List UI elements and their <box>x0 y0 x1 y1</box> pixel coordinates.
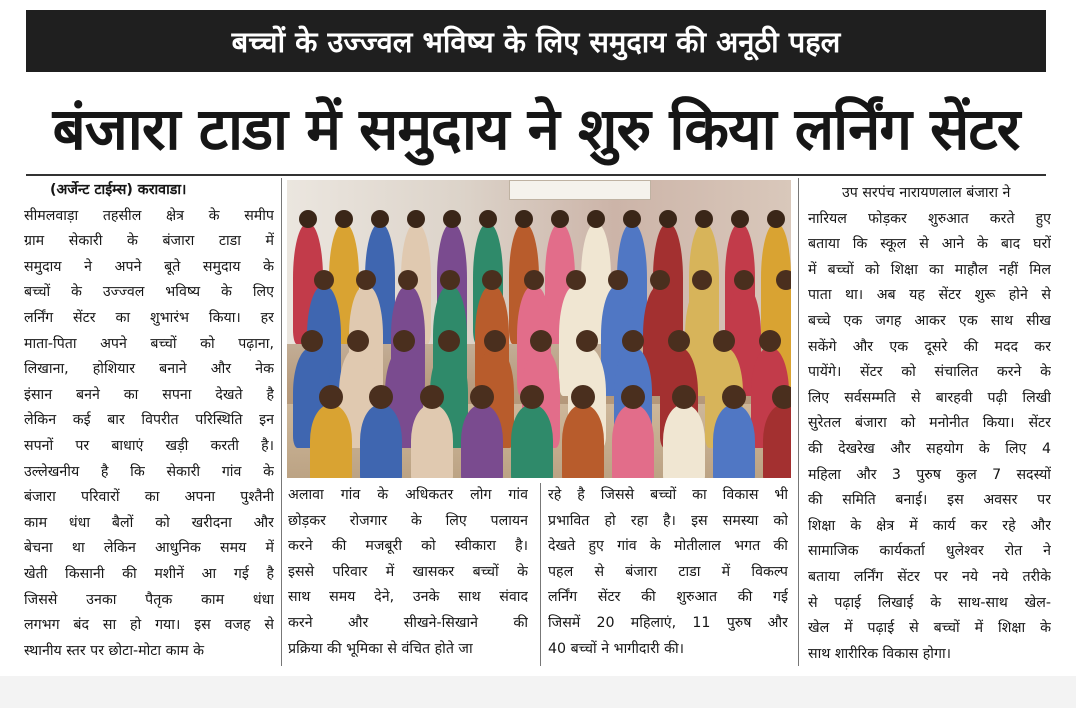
column-1 <box>24 178 274 664</box>
article-line: पायेंगे। सेंटर को संचालित करने के <box>808 364 1051 381</box>
article-line: से पढ़ाई लिखाई के साथ-साथ खेल- <box>808 594 1051 611</box>
person-head <box>776 270 791 290</box>
column-3 <box>548 483 788 662</box>
person-head <box>470 385 494 409</box>
article-line: खेती किसानी की मशीनें आ गई है <box>24 565 274 582</box>
person-head <box>731 210 749 228</box>
person-figure <box>612 405 654 478</box>
person-head <box>695 210 713 228</box>
article-line: प्रक्रिया की भूमिका से वंचित होते जा <box>288 640 473 657</box>
person-figure <box>713 405 755 478</box>
article-line: 40 बच्चों ने भागीदारी की। <box>548 640 685 657</box>
person-head <box>571 385 595 409</box>
person-head <box>347 330 369 352</box>
person-head <box>668 330 690 352</box>
person-head <box>299 210 317 228</box>
article-line: सीमलवाड़ा तहसील क्षेत्र के समीप <box>24 207 274 224</box>
photo-sign <box>509 180 651 200</box>
article-line: बच्चों के उज्ज्वल भविष्य के लिए <box>24 284 274 301</box>
person-head <box>759 330 781 352</box>
person-figure <box>310 405 352 478</box>
page-bottom-margin <box>0 676 1076 708</box>
person-head <box>650 270 670 290</box>
article-line: लेकिन कई बार विपरीत परिस्थिति इन <box>24 412 274 429</box>
article-line: इंसान बनने का सपना देखते है <box>24 386 274 403</box>
article-line: उप सरपंच नारायणलाल बंजारा ने <box>842 185 1011 201</box>
person-head <box>767 210 785 228</box>
person-head <box>440 270 460 290</box>
person-head <box>672 385 696 409</box>
article-line: नारियल फोड़कर शुरुआत करते हुए <box>808 210 1051 227</box>
article-line: सामाजिक कार्यकर्ता धुलेश्वर रोत ने <box>808 543 1051 560</box>
person-head <box>566 270 586 290</box>
article-line: खेल में पढ़ाई से बच्चों में शिक्षा के <box>808 620 1051 637</box>
article-line: जिससे उनका पैतृक काम धंधा <box>24 591 274 608</box>
article-line: में बच्चों को शिक्षा का माहौल नहीं मिल <box>808 261 1051 278</box>
article-line: की देखरेख और सहयोग के लिए 4 <box>808 440 1051 457</box>
article-line: साथ समय देने, उनके साथ संवाद <box>288 589 528 606</box>
person-head <box>314 270 334 290</box>
article-line: सपनों पर बाधाएं खड़ी करती है। <box>24 437 274 454</box>
column-divider <box>540 483 541 666</box>
article-line: (अर्जेन्ट टाईम्स) करावाडा। <box>50 182 187 198</box>
person-head <box>482 270 502 290</box>
article-line: देखते हुए गांव के मोतीलाल भगत की <box>548 538 788 555</box>
article-line: स्थानीय स्तर पर छोटा-मोटा काम के <box>24 642 205 659</box>
article-line: लगभग बंद सा हो गया। इस वजह से <box>24 617 274 634</box>
person-figure <box>562 405 604 478</box>
article-line: शिक्षा के क्षेत्र में कार्य कर रहे और <box>808 517 1051 534</box>
article-line: छोड़कर रोजगार के लिए पलायन <box>288 512 528 529</box>
headline-rule <box>26 174 1046 176</box>
article-line: जिसमें 20 महिलाएं, 11 पुरुष और <box>548 614 788 631</box>
column-divider <box>281 178 282 666</box>
headline: बंजारा टाडा में समुदाय ने शुरु किया लर्निंग सेंटर <box>52 94 1020 163</box>
person-head <box>369 385 393 409</box>
person-head <box>734 270 754 290</box>
person-head <box>319 385 343 409</box>
article-line: माता-पिता अपने बच्चों को पढ़ाना, <box>24 335 274 352</box>
article-line: पहल से बंजारा टाडा में विकल्प <box>548 563 788 580</box>
article-line: करने और सीखने-सिखाने की <box>288 614 528 631</box>
article-line: सुरेतल बंजारा को मनोनीत किया। सेंटर <box>808 415 1051 432</box>
article-line: करने की मजबूरी को स्वीकारा है। <box>288 538 528 555</box>
article-line: इससे परिवार में खासकर बच्चों के <box>288 563 528 580</box>
person-figure <box>461 405 503 478</box>
person-head <box>356 270 376 290</box>
article-line: रहे है जिससे बच्चों का विकास भी <box>548 487 788 503</box>
person-figure <box>763 405 791 478</box>
column-4 <box>808 181 1051 667</box>
person-head <box>587 210 605 228</box>
person-head <box>551 210 569 228</box>
article-line: लिए सर्वसम्मति से बारहवी पढ़ी लिखी <box>808 389 1051 406</box>
person-head <box>722 385 746 409</box>
article-line: समुदाय ने अपने बूते समुदाय के <box>24 258 274 275</box>
person-head <box>515 210 533 228</box>
kicker-banner: बच्चों के उज्ज्वल भविष्य के लिए समुदाय की अनूठी पहल <box>26 10 1046 72</box>
column-divider <box>798 178 799 666</box>
person-head <box>443 210 461 228</box>
person-head <box>393 330 415 352</box>
article-line: सकेंगे और एक दूसरे की मदद कर <box>808 338 1051 355</box>
group-photo <box>287 180 791 478</box>
person-head <box>692 270 712 290</box>
article-line: प्रभावित हो रहा है। इस समस्या को <box>548 512 788 529</box>
person-head <box>659 210 677 228</box>
person-head <box>622 330 644 352</box>
person-head <box>530 330 552 352</box>
article-line: लर्निंग सेंटर की शुरुआत की गई <box>548 589 788 606</box>
person-figure <box>663 405 705 478</box>
person-figure <box>511 405 553 478</box>
article-line: बच्चे एक जगह आकर एक साथ सीख <box>808 312 1051 329</box>
person-head <box>608 270 628 290</box>
article-line: बताया लर्निंग सेंटर पर नये नये तरीके <box>808 568 1051 585</box>
person-head <box>301 330 323 352</box>
article-line: बंजारा परिवारों का अपना पुश्तैनी <box>24 489 274 506</box>
person-head <box>398 270 418 290</box>
person-head <box>407 210 425 228</box>
person-head <box>479 210 497 228</box>
article-line: लिखाना, होशियार बनाने और नेक <box>24 361 274 378</box>
article-line: पाता था। अब यह सेंटर शुरू होने से <box>808 287 1051 304</box>
person-head <box>371 210 389 228</box>
article-line: लर्निंग सेंटर का शुभारंभ किया। हर <box>24 309 274 326</box>
article-line: बताया कि स्कूल से आने के बाद घरों <box>808 236 1051 253</box>
person-head <box>576 330 598 352</box>
person-figure <box>411 405 453 478</box>
column-2 <box>288 483 528 662</box>
article-line: ग्राम सेकारी के बंजारा टाडा में <box>24 233 274 250</box>
person-head <box>420 385 444 409</box>
person-head <box>621 385 645 409</box>
person-head <box>524 270 544 290</box>
person-figure <box>360 405 402 478</box>
article-line: महिला और 3 पुरुष कुल 7 सदस्यों <box>808 466 1051 483</box>
person-head <box>772 385 791 409</box>
person-head <box>623 210 641 228</box>
article-line: की समिति बनाई। इस अवसर पर <box>808 492 1051 509</box>
person-head <box>335 210 353 228</box>
article-line: अलावा गांव के अधिकतर लोग गांव <box>288 487 528 503</box>
article-line: साथ शारीरिक विकास होगा। <box>808 645 952 662</box>
article-line: बेचना था लेकिन आधुनिक समय में <box>24 540 274 557</box>
article-line: काम धंधा बैलों को खरीदना और <box>24 514 274 531</box>
article-line: उल्लेखनीय है कि सेकारी गांव के <box>24 463 274 480</box>
